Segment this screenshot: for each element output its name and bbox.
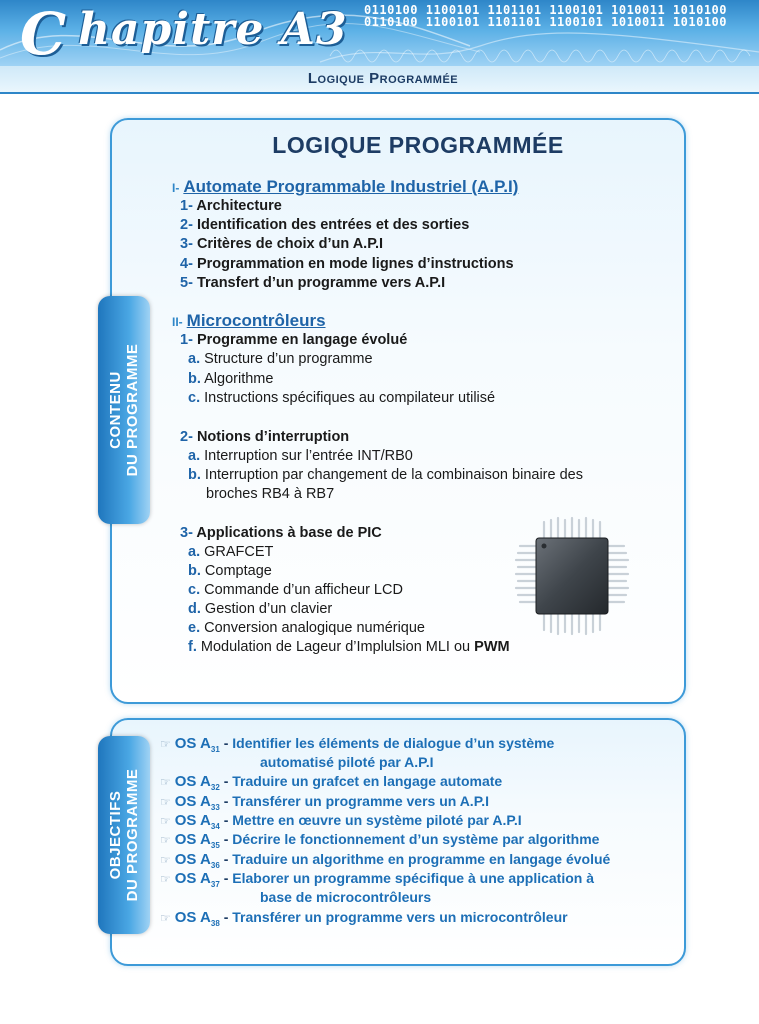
objective-item: ☞ OS $A_{35}$ - Décrire le fonctionnement d’un système par algorithme [160, 831, 600, 850]
sub-item [188, 620, 425, 636]
item-number: 5- [180, 275, 193, 291]
objective-code: OS A [174, 773, 211, 790]
header-band [0, 0, 759, 66]
sub-item [188, 371, 273, 387]
side-label-line: OBJECTIFS [107, 790, 124, 880]
section-title: Microcontrôleurs [186, 311, 326, 330]
objective-text: Mettre en œuvre un système piloté par A.P.I [232, 812, 522, 828]
objective-code: OS A [174, 793, 211, 810]
objective-item: ☞ OS $A_{36}$ - Traduire un algorithme en programme en langage évolué [160, 851, 611, 870]
section-number: II- [172, 315, 183, 329]
sub-item [188, 351, 373, 367]
item-number: 2- [180, 429, 193, 445]
section-title: Automate Programmable Industriel (A.P.I) [183, 177, 519, 196]
sub-letter: b. [188, 467, 201, 483]
objective-subscript: 37 [210, 879, 220, 889]
brand-logo-text: hapitre A3 [78, 4, 348, 55]
objective-subscript: 35 [210, 840, 220, 850]
sub-text: GRAFCET [204, 544, 274, 560]
list-item [180, 198, 282, 214]
objective-subscript: 36 [210, 860, 220, 870]
pointing-hand-icon: ☞ [160, 911, 171, 925]
objective-code: OS A [174, 851, 211, 868]
sub-text: Algorithme [204, 371, 274, 387]
list-item [180, 525, 382, 541]
objective-text: Traduire un grafcet en langage automate [232, 773, 503, 789]
objective-code: OS A [174, 870, 211, 887]
objective-code: OS A [174, 735, 211, 752]
objective-text: Transférer un programme vers un microcontrôleur [232, 909, 568, 925]
pointing-hand-icon: ☞ [160, 853, 171, 867]
objectives-side-label [107, 769, 141, 902]
sub-letter: a. [188, 351, 201, 367]
objective-continuation: automatisé piloté par A.P.I [260, 754, 434, 770]
sub-text: Conversion analogique numérique [204, 620, 425, 636]
item-number: 3- [180, 236, 193, 252]
sub-letter: d. [188, 601, 201, 617]
list-item [180, 256, 514, 272]
sub-text: Instructions spécifiques au compilateur utilisé [204, 390, 496, 406]
sub-letter: b. [188, 563, 201, 579]
objective-item: ☞ OS $A_{38}$ - Transférer un programme vers un microcontrôleur [160, 909, 568, 928]
objective-code: OS A [174, 812, 211, 829]
objective-subscript: 32 [210, 782, 220, 792]
sub-text: Structure d’un programme [204, 351, 373, 367]
pointing-hand-icon: ☞ [160, 737, 171, 751]
content-side-tab [98, 296, 150, 524]
sub-letter: b. [188, 371, 201, 387]
sub-item [188, 639, 510, 655]
objective-subscript: 34 [210, 821, 220, 831]
page-title: LOGIQUE PROGRAMMÉE [272, 132, 564, 158]
sub-letter: c. [188, 390, 201, 406]
objective-item: ☞ OS $A_{32}$ - Traduire un grafcet en langage automate [160, 773, 503, 792]
pointing-hand-icon: ☞ [160, 814, 171, 828]
item-number: 1- [180, 198, 193, 214]
pointing-hand-icon: ☞ [160, 872, 171, 886]
sub-text-bold: PWM [474, 639, 510, 655]
sub-item-continuation [206, 486, 334, 502]
item-text: Programme en langage évolué [196, 332, 408, 348]
sub-item [188, 448, 413, 464]
item-number: 2- [180, 217, 193, 233]
item-number: 1- [180, 332, 193, 348]
objective-item: ☞ OS $A_{33}$ - Transférer un programme vers un A.P.I [160, 793, 490, 812]
sub-text: Interruption par changement de la combinaison binaire des [204, 467, 583, 483]
section-heading-api [172, 177, 518, 197]
list-item [180, 217, 469, 233]
sub-letter: c. [188, 582, 201, 598]
list-item [180, 429, 349, 445]
pointing-hand-icon: ☞ [160, 795, 171, 809]
content-side-label [107, 344, 141, 477]
section-title: Logique Programmée [307, 70, 459, 87]
item-text: Architecture [196, 198, 282, 214]
objective-continuation: base de microcontrôleurs [260, 889, 432, 905]
sub-text: Comptage [204, 563, 272, 579]
section-number: I- [172, 181, 180, 195]
sub-letter: a. [188, 448, 201, 464]
binary-line: 0110100 1100101 1101101 1100101 1010011 1010100 [363, 3, 727, 17]
section-heading-microcontroleurs [172, 311, 326, 331]
objective-text: Transférer un programme vers un A.P.I [232, 793, 490, 809]
brand-logo-initial: C [20, 0, 67, 66]
sub-item [188, 467, 583, 483]
sub-item [188, 544, 273, 560]
objective-text: Identifier les éléments de dialogue d’un système [232, 735, 555, 751]
sub-text: broches RB4 à RB7 [206, 486, 335, 502]
pointing-hand-icon: ☞ [160, 775, 171, 789]
item-text: Applications à base de PIC [196, 525, 382, 541]
objective-item: ☞ OS $A_{34}$ - Mettre en œuvre un système piloté par A.P.I [160, 812, 522, 831]
list-item [180, 275, 445, 291]
item-text: Identification des entrées et des sorties [196, 217, 470, 233]
sub-item [188, 582, 403, 598]
objective-code: OS A [174, 831, 211, 848]
objective-subscript: 31 [210, 744, 220, 754]
sub-letter: f. [188, 639, 197, 655]
item-text: Transfert d’un programme vers A.P.I [196, 275, 446, 291]
side-label-line: DU PROGRAMME [124, 768, 141, 902]
side-label-line: DU PROGRAMME [124, 343, 141, 477]
list-item [180, 236, 383, 252]
objective-text: Elaborer un programme spécifique à une application à [232, 870, 595, 886]
objective-text: Traduire un algorithme en programme en langage évolué [232, 851, 611, 867]
binary-line: 0110100 1100101 1101101 1100101 1010011 1010100 [363, 15, 727, 29]
objective-subscript: 33 [210, 802, 220, 812]
objective-item: ☞ OS $A_{37}$ - Elaborer un programme spécifique à une application à [160, 870, 595, 889]
side-label-line: CONTENU [107, 371, 124, 449]
item-number: 3- [180, 525, 193, 541]
list-item [180, 332, 407, 348]
chip-icon [508, 508, 636, 644]
sub-text: Interruption sur l’entrée INT/RB0 [204, 448, 413, 464]
sub-item [188, 601, 332, 617]
objective-subscript: 38 [210, 918, 220, 928]
sub-item [188, 563, 272, 579]
objective-item: ☞ OS $A_{31}$ - Identifier les éléments de dialogue d’un système [160, 735, 555, 754]
microcontroller-chip-illustration [508, 508, 636, 644]
item-text: Critères de choix d’un A.P.I [196, 236, 384, 252]
sub-text: Modulation de Lageur d’Implulsion MLI ou [200, 639, 471, 655]
binary-decoration [287, 4, 727, 28]
item-text: Notions d’interruption [196, 429, 350, 445]
item-number: 4- [180, 256, 193, 272]
pointing-hand-icon: ☞ [160, 833, 171, 847]
objectives-side-tab [98, 736, 150, 934]
sub-letter: a. [188, 544, 201, 560]
sub-letter: e. [188, 620, 201, 636]
sub-text: Commande d’un afficheur LCD [204, 582, 403, 598]
sub-text: Gestion d’un clavier [204, 601, 333, 617]
item-text: Programmation en mode lignes d’instructions [196, 256, 514, 272]
objective-text: Décrire le fonctionnement d’un système par algorithme [232, 831, 600, 847]
sub-item [188, 390, 495, 406]
objective-code: OS A [174, 909, 211, 926]
